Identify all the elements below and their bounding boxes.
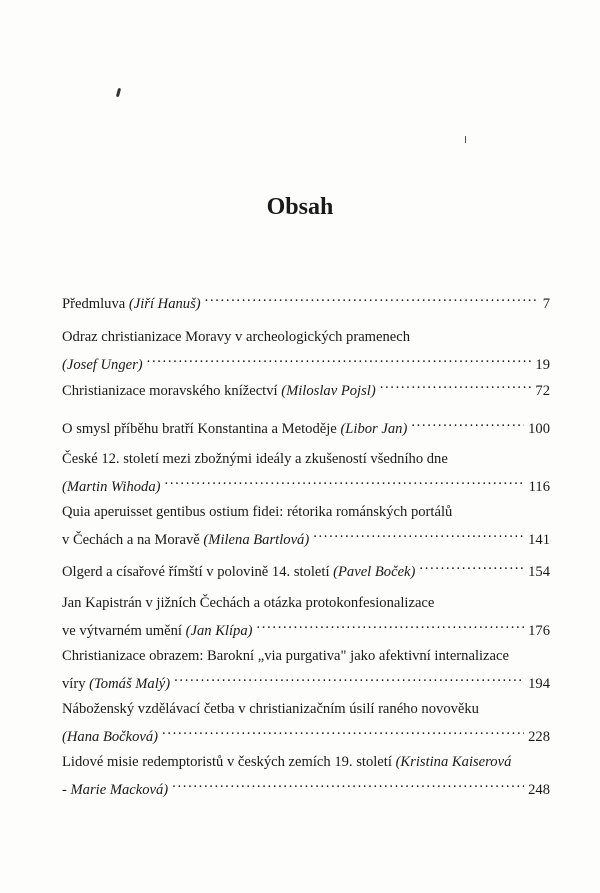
page-number: 7 <box>542 296 550 312</box>
toc-entry-text <box>62 621 253 642</box>
toc-entry-text <box>62 477 161 498</box>
toc-entry-text <box>62 646 509 667</box>
toc-entry-text <box>62 530 309 551</box>
toc-entry[interactable] <box>62 327 550 376</box>
entry-title: ve výtvarném umění <box>62 623 186 639</box>
dot-leader <box>380 374 532 395</box>
dot-leader <box>162 720 524 741</box>
entry-title: Předmluva <box>62 296 129 312</box>
toc-entry-line <box>62 593 550 614</box>
toc-entry[interactable] <box>62 593 550 642</box>
toc-entry-text <box>62 593 434 614</box>
entry-author: (Pavel Boček) <box>333 564 416 580</box>
toc-entry[interactable] <box>62 699 550 748</box>
page-number: 19 <box>535 357 550 373</box>
entry-author: - Marie Macková) <box>62 782 169 798</box>
toc-entry-text <box>62 674 170 695</box>
entry-title: víry <box>62 676 90 692</box>
toc-entry-line <box>62 667 550 695</box>
entry-title: České 12. století mezi zbožnými ideály a zkušeností všedního dne <box>62 451 448 467</box>
toc-entry-text <box>62 752 511 773</box>
toc-entry[interactable] <box>62 646 550 695</box>
toc-entry[interactable] <box>62 752 550 801</box>
toc-entry-text <box>62 780 168 801</box>
page-number: 248 <box>528 782 550 798</box>
toc-entry-text <box>62 727 158 748</box>
entry-author: (Kristina Kaiserová <box>395 754 512 770</box>
toc-entry-line <box>62 412 550 440</box>
toc-entry-text <box>62 562 415 583</box>
page-title: Obsah <box>266 194 334 220</box>
entry-title: Odraz christianizace Moravy v archeologických pramenech <box>62 329 411 345</box>
page-number: 228 <box>528 729 550 745</box>
toc-entry-line <box>62 752 550 773</box>
toc-entry[interactable] <box>62 502 550 551</box>
ink-speck <box>465 136 466 143</box>
toc-entry-line <box>62 287 550 315</box>
toc-entry-text <box>62 419 407 440</box>
entry-author: (Josef Unger) <box>62 357 143 373</box>
entry-title: Lidové misie redemptoristů v českých zemích 19. století <box>62 754 396 770</box>
entry-title: Christianizace obrazem: Barokní „via purgativa" jako afektivní internalizace <box>62 648 509 664</box>
entry-author: (Tomáš Malý) <box>89 676 171 692</box>
toc-entry-line <box>62 699 550 720</box>
toc-entry[interactable] <box>62 412 550 440</box>
entry-title: Náboženský vzdělávací četba v christianizačním úsilí raného novověku <box>62 701 479 717</box>
toc-entry-text <box>62 327 410 348</box>
toc-entry-text <box>62 502 452 523</box>
page-number: 72 <box>535 383 550 399</box>
dot-leader <box>257 614 525 635</box>
entry-title: Olgerd a císařové římští v polovině 14. století <box>62 564 334 580</box>
dot-leader <box>174 667 524 688</box>
entry-author: (Hana Bočková) <box>62 729 159 745</box>
entry-title: Jan Kapistrán v jižních Čechách a otázka protokonfesionalizace <box>62 595 435 611</box>
toc-entry-text <box>62 449 448 470</box>
toc-entry-text <box>62 294 201 315</box>
dot-leader <box>165 470 525 491</box>
toc-entry[interactable] <box>62 287 550 315</box>
entry-author: (Milena Bartlová) <box>203 532 310 548</box>
toc-entry-line <box>62 646 550 667</box>
dot-leader <box>172 773 524 794</box>
toc-entry-line <box>62 470 550 498</box>
page-number: 141 <box>528 532 550 548</box>
ink-speck <box>116 88 121 97</box>
page-number: 100 <box>528 421 550 437</box>
toc-entry-line <box>62 773 550 801</box>
toc-entry-line <box>62 374 550 402</box>
toc-entry[interactable] <box>62 449 550 498</box>
toc-entry-line <box>62 502 550 523</box>
dot-leader <box>313 523 524 544</box>
entry-author: (Jan Klípa) <box>185 623 253 639</box>
toc-entry-text <box>62 381 376 402</box>
dot-leader <box>411 412 524 433</box>
entry-title: Quia aperuisset gentibus ostium fidei: rétorika románských portálů <box>62 504 453 520</box>
toc-entry-line <box>62 523 550 551</box>
toc-entry-line <box>62 449 550 470</box>
toc-entry-line <box>62 555 550 583</box>
entry-title: O smysl příběhu bratří Konstantina a Metoděje <box>62 421 341 437</box>
entry-title: Christianizace moravského knížectví <box>62 383 282 399</box>
entry-author: (Jiří Hanuš) <box>128 296 201 312</box>
toc-entry-line <box>62 327 550 348</box>
toc-entry-text <box>62 355 143 376</box>
toc-entry[interactable] <box>62 555 550 583</box>
page-number: 154 <box>528 564 550 580</box>
dot-leader <box>147 348 532 369</box>
toc-entry-line <box>62 720 550 748</box>
toc-entry[interactable] <box>62 374 550 402</box>
entry-author: (Libor Jan) <box>340 421 408 437</box>
entry-title: v Čechách a na Moravě <box>62 532 204 548</box>
page-number: 176 <box>528 623 550 639</box>
toc-entry-line <box>62 348 550 376</box>
toc-entry-line <box>62 614 550 642</box>
entry-author: (Miloslav Pojsl) <box>281 383 376 399</box>
entry-author: (Martin Wihoda) <box>62 479 161 495</box>
page-number: 116 <box>528 479 550 495</box>
page-number: 194 <box>528 676 550 692</box>
dot-leader <box>205 287 539 308</box>
dot-leader <box>419 555 524 576</box>
toc-entry-text <box>62 699 479 720</box>
